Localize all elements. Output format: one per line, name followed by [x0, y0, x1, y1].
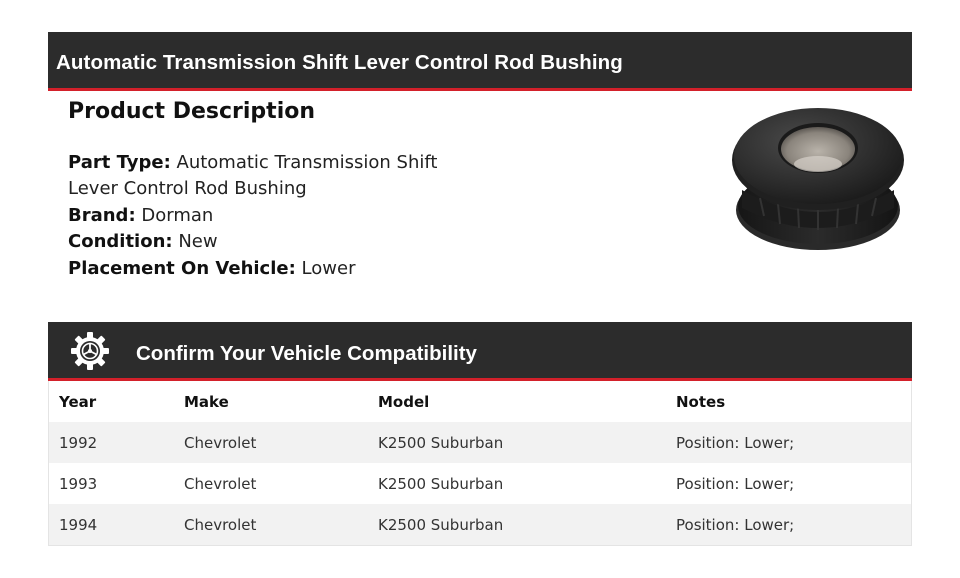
- table-row: [49, 463, 912, 504]
- column-header-model: Model: [378, 392, 430, 411]
- product-image: [730, 98, 906, 254]
- cell-model: K2500 Suburban: [378, 474, 504, 493]
- spec-condition: [68, 229, 628, 255]
- cell-make: Chevrolet: [184, 433, 257, 452]
- cell-make: Chevrolet: [184, 474, 257, 493]
- spec-value: Automatic Transmission Shift Lever Control Rod Bushing: [68, 152, 438, 200]
- product-description: [68, 98, 628, 282]
- compatibility-heading: Confirm Your Vehicle Compatibility: [136, 342, 477, 365]
- spec-label: Placement On Vehicle:: [68, 257, 296, 279]
- column-header-year: Year: [59, 392, 97, 411]
- spec-part-type: [68, 150, 438, 203]
- cell-model: K2500 Suburban: [378, 433, 504, 452]
- cell-make: Chevrolet: [184, 515, 257, 534]
- spec-label: Condition:: [68, 231, 173, 253]
- spec-list: [68, 150, 628, 282]
- product-title: Automatic Transmission Shift Lever Control Rod Bushing: [56, 51, 623, 74]
- product-title-bar: [48, 32, 912, 91]
- spec-label: Brand:: [68, 204, 136, 226]
- spec-label: Part Type:: [68, 152, 171, 173]
- spec-brand: [68, 203, 628, 229]
- cell-year: 1992: [59, 433, 98, 452]
- spec-placement: [68, 256, 628, 282]
- spec-value: Dorman: [141, 204, 214, 226]
- cell-notes: Position: Lower;: [676, 433, 795, 452]
- cell-notes: Position: Lower;: [676, 515, 795, 534]
- cell-year: 1993: [59, 474, 98, 493]
- column-header-notes: Notes: [676, 392, 726, 411]
- cell-model: K2500 Suburban: [378, 515, 504, 534]
- gear-car-icon: [70, 331, 110, 371]
- compatibility-table: [48, 381, 912, 546]
- table-header-row: [49, 381, 912, 422]
- compatibility-bar: [48, 322, 912, 381]
- table-row: [49, 504, 912, 546]
- cell-year: 1994: [59, 515, 98, 534]
- spec-value: New: [178, 231, 218, 253]
- spec-value: Lower: [301, 257, 356, 279]
- description-heading: Product Description: [68, 99, 316, 124]
- table-row: [49, 422, 912, 463]
- column-header-make: Make: [184, 392, 229, 411]
- cell-notes: Position: Lower;: [676, 474, 795, 493]
